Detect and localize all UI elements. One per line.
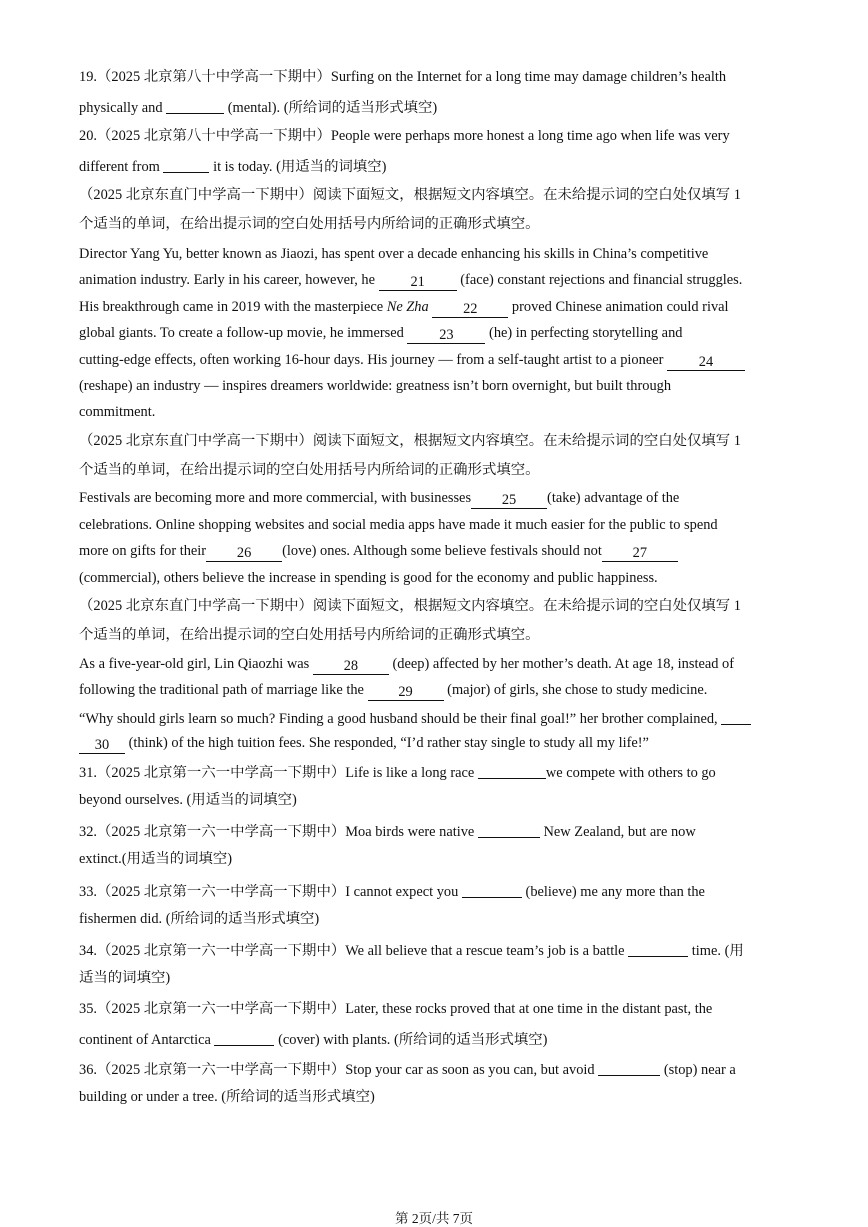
- passage1-header-2: 个适当的单词，在给出提示词的空白处用括号内所给词的正确形式填空。: [79, 216, 540, 232]
- blank-23: 23: [407, 327, 485, 344]
- passage1-header: （2025 北京东直门中学高一下期中）阅读下面短文，根据短文内容填空。在未给提示词的空白处仅填写 1: [79, 187, 741, 203]
- passage1-line: (reshape) an industry — inspires dreamers worldwide: greatness isn’t born overnight, but built through: [79, 378, 672, 394]
- blank-line: [163, 156, 209, 173]
- q32-line1: 32.（2025 北京第一六一中学高一下期中）Moa birds were native New Zealand, but are now: [79, 821, 696, 841]
- blank-25: 25: [471, 492, 547, 509]
- passage2-line: more on gifts for their 26 (love) ones. Although some believe festivals should not 27: [79, 542, 678, 562]
- q20-line1: 20.（2025 北京第八十中学高一下期中）People were perhaps more honest a long time ago when life was very: [79, 128, 730, 144]
- passage2-header-2: 个适当的单词，在给出提示词的空白处用括号内所给词的正确形式填空。: [79, 462, 540, 478]
- passage2-line: Festivals are becoming more and more commercial, with businesses 25 (take) advantage of the: [79, 490, 680, 508]
- passage1-line: commitment.: [79, 404, 156, 420]
- q31-line2: beyond ourselves. (用适当的词填空): [79, 792, 297, 808]
- passage1-line: cutting-edge effects, often working 16-hour days. His journey — from a self-taught artist to a pioneer 24: [79, 351, 745, 371]
- passage1-line: His breakthrough came in 2019 with the masterpiece Ne Zha 22 proved Chinese animation could rival: [79, 299, 729, 317]
- blank-line: [214, 1029, 274, 1046]
- blank-line: [628, 940, 688, 957]
- blank-line: [721, 708, 751, 725]
- q35-line1: 35.（2025 北京第一六一中学高一下期中）Later, these rocks proved that at one time in the distant past, the: [79, 1001, 713, 1017]
- passage2-line: celebrations. Online shopping websites and social media apps have made it much easier for the public to spend: [79, 517, 718, 533]
- q33-line1: 33.（2025 北京第一六一中学高一下期中）I cannot expect you (believe) me any more than the: [79, 881, 705, 901]
- passage1-line: animation industry. Early in his career, however, he 21 (face) constant rejections and financial struggles.: [79, 272, 743, 290]
- passage1-line: global giants. To create a follow-up movie, he immersed 23 (he) in perfecting storytelling and: [79, 325, 683, 343]
- blank-28: 28: [313, 658, 389, 675]
- blank-line: [598, 1059, 660, 1076]
- blank-26: 26: [206, 545, 282, 562]
- passage2-line: (commercial), others believe the increase in spending is good for the economy and public happiness.: [79, 570, 658, 586]
- blank-30: 30: [79, 737, 125, 754]
- blank-line: [462, 881, 522, 898]
- blank-22: 22: [432, 301, 508, 318]
- q19-line2: physically and (mental). (所给词的适当形式填空): [79, 97, 437, 117]
- passage1-line: Director Yang Yu, better known as Jiaozi, has spent over a decade enhancing his skills in China’s competitive: [79, 246, 709, 262]
- blank-21: 21: [379, 274, 457, 291]
- q31-line1: 31.（2025 北京第一六一中学高一下期中）Life is like a long race we compete with others to go: [79, 762, 716, 782]
- page-footer: 第 2页/共 7页: [394, 1211, 473, 1226]
- q32-line2: extinct.(用适当的词填空): [79, 851, 233, 867]
- passage3-header-2: 个适当的单词，在给出提示词的空白处用括号内所给词的正确形式填空。: [79, 627, 540, 643]
- blank-27: 27: [602, 545, 678, 562]
- passage3-line: “Why should girls learn so much? Finding a good husband should be their final goal!” her brother complained,: [79, 708, 751, 728]
- q19-line1: 19.（2025 北京第八十中学高一下期中）Surfing on the Internet for a long time may damage children’s health: [79, 69, 727, 85]
- blank-line: [478, 762, 546, 779]
- q20-line2: different from it is today. (用适当的词填空): [79, 156, 386, 176]
- passage3-line: following the traditional path of marriage like the 29 (major) of girls, she chose to study medicine.: [79, 682, 708, 700]
- q36-line2: building or under a tree. (所给词的适当形式填空): [79, 1089, 375, 1105]
- blank-line: [166, 97, 224, 114]
- passage3-header: （2025 北京东直门中学高一下期中）阅读下面短文，根据短文内容填空。在未给提示词的空白处仅填写 1: [79, 598, 741, 614]
- passage3-line: As a five-year-old girl, Lin Qiaozhi was 28 (deep) affected by her mother’s death. At age 18, instead of: [79, 656, 735, 674]
- q34-line1: 34.（2025 北京第一六一中学高一下期中）We all believe that a rescue team’s job is a battle time. (用: [79, 940, 744, 960]
- blank-line: [478, 821, 540, 838]
- q34-line2: 适当的词填空): [79, 970, 171, 986]
- passage2-header: （2025 北京东直门中学高一下期中）阅读下面短文，根据短文内容填空。在未给提示词的空白处仅填写 1: [79, 433, 741, 449]
- q36-line1: 36.（2025 北京第一六一中学高一下期中）Stop your car as soon as you can, but avoid (stop) near a: [79, 1059, 736, 1079]
- q35-line2: continent of Antarctica (cover) with plants. (所给词的适当形式填空): [79, 1029, 547, 1049]
- q33-line2: fishermen did. (所给词的适当形式填空): [79, 911, 320, 927]
- passage3-line: 30 (think) of the high tuition fees. She responded, “I’d rather stay single to study all my life!”: [79, 734, 649, 754]
- blank-29: 29: [368, 684, 444, 701]
- blank-24: 24: [667, 354, 745, 371]
